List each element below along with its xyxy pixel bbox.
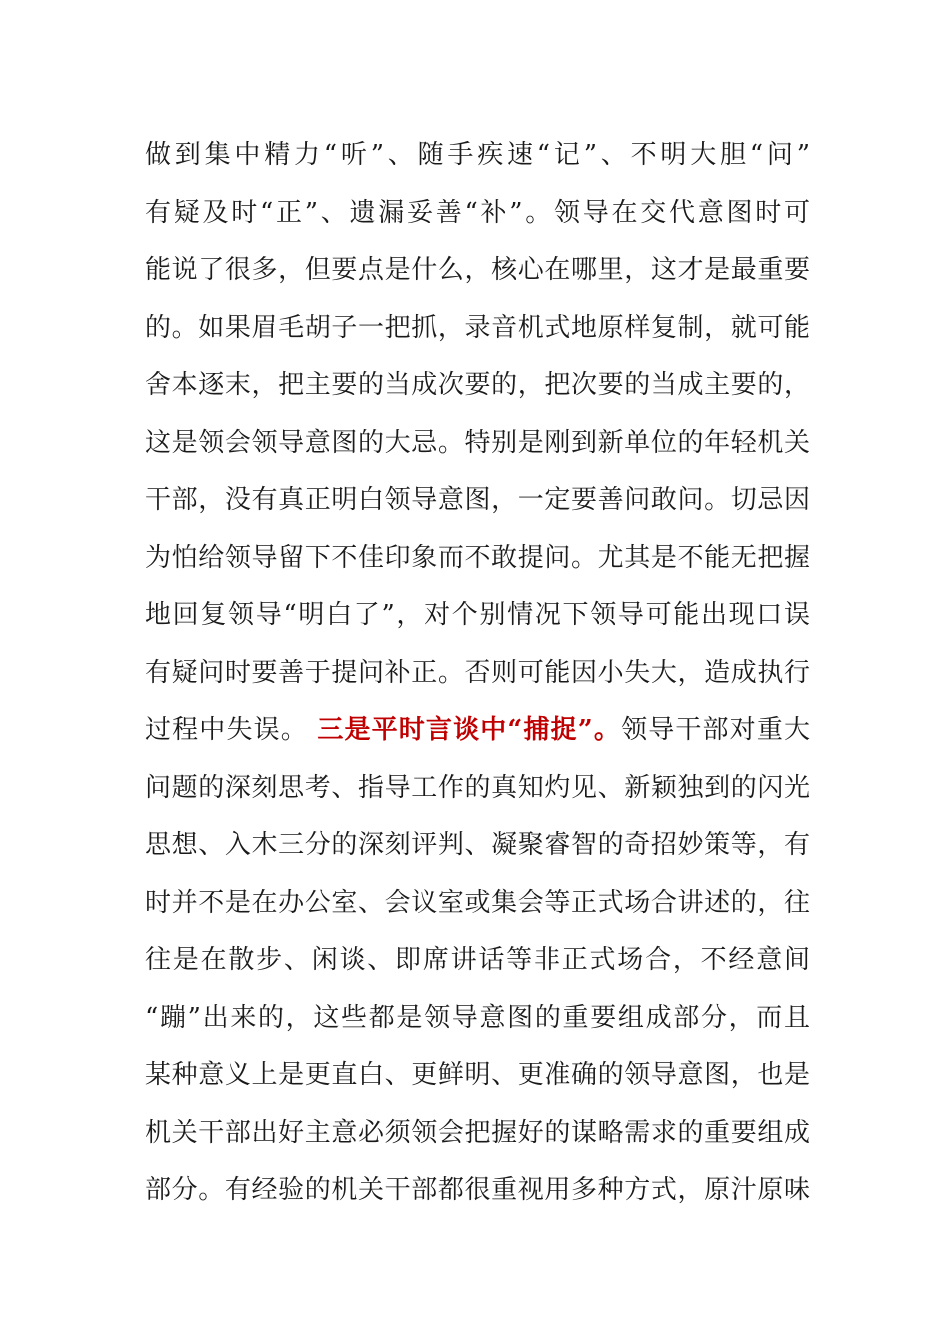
text-line: 做到集中精力“听”、随手疾速“记”、不明大胆“问” — [145, 140, 810, 170]
text-line: “蹦”出来的，这些都是领导意图的重要组成部分，而且 — [145, 1002, 810, 1033]
section-heading-inline: 三是平时言谈中“捕捉”。 — [317, 715, 622, 745]
text-line: 干部，没有真正明白领导意图，一定要善问敢问。切忌因 — [145, 485, 810, 515]
text-line: 往是在散步、闲谈、即席讲话等非正式场合，不经意间 — [145, 945, 810, 975]
text-line: 部分。有经验的机关干部都很重视用多种方式，原汁原味 — [145, 1175, 810, 1205]
text-line: 地回复领导“明白了”，对个别情况下领导可能出现口误 — [145, 600, 810, 630]
text-line: 为怕给领导留下不佳印象而不敢提问。尤其是不能无把握 — [145, 542, 810, 573]
text-segment: 过程中失误。 — [145, 715, 318, 745]
text-line: 有疑问时要善于提问补正。否则可能因小失大，造成执行 — [145, 657, 810, 688]
text-line: 这是领会领导意图的大忌。特别是刚到新单位的年轻机关 — [145, 427, 810, 458]
text-line: 的。如果眉毛胡子一把抓，录音机式地原样复制，就可能 — [145, 312, 810, 343]
text-line: 某种意义上是更直白、更鲜明、更准确的领导意图，也是 — [145, 1060, 810, 1090]
text-line: 问题的深刻思考、指导工作的真知灼见、新颖独到的闪光 — [145, 772, 810, 803]
body-paragraph — [145, 127, 810, 1220]
text-line: 有疑及时“正”、遗漏妥善“补”。领导在交代意图时可 — [145, 197, 810, 228]
text-line-with-heading — [145, 702, 810, 760]
text-segment: 领导干部对重大 — [621, 715, 810, 745]
text-line: 思想、入木三分的深刻评判、凝聚睿智的奇招妙策等，有 — [145, 830, 810, 860]
text-line: 时并不是在办公室、会议室或集会等正式场合讲述的，往 — [145, 887, 810, 918]
text-line: 能说了很多，但要点是什么，核心在哪里，这才是最重要 — [145, 255, 810, 285]
text-line: 机关干部出好主意必须领会把握好的谋略需求的重要组成 — [145, 1117, 810, 1148]
text-line: 舍本逐末，把主要的当成次要的，把次要的当成主要的， — [145, 370, 810, 400]
